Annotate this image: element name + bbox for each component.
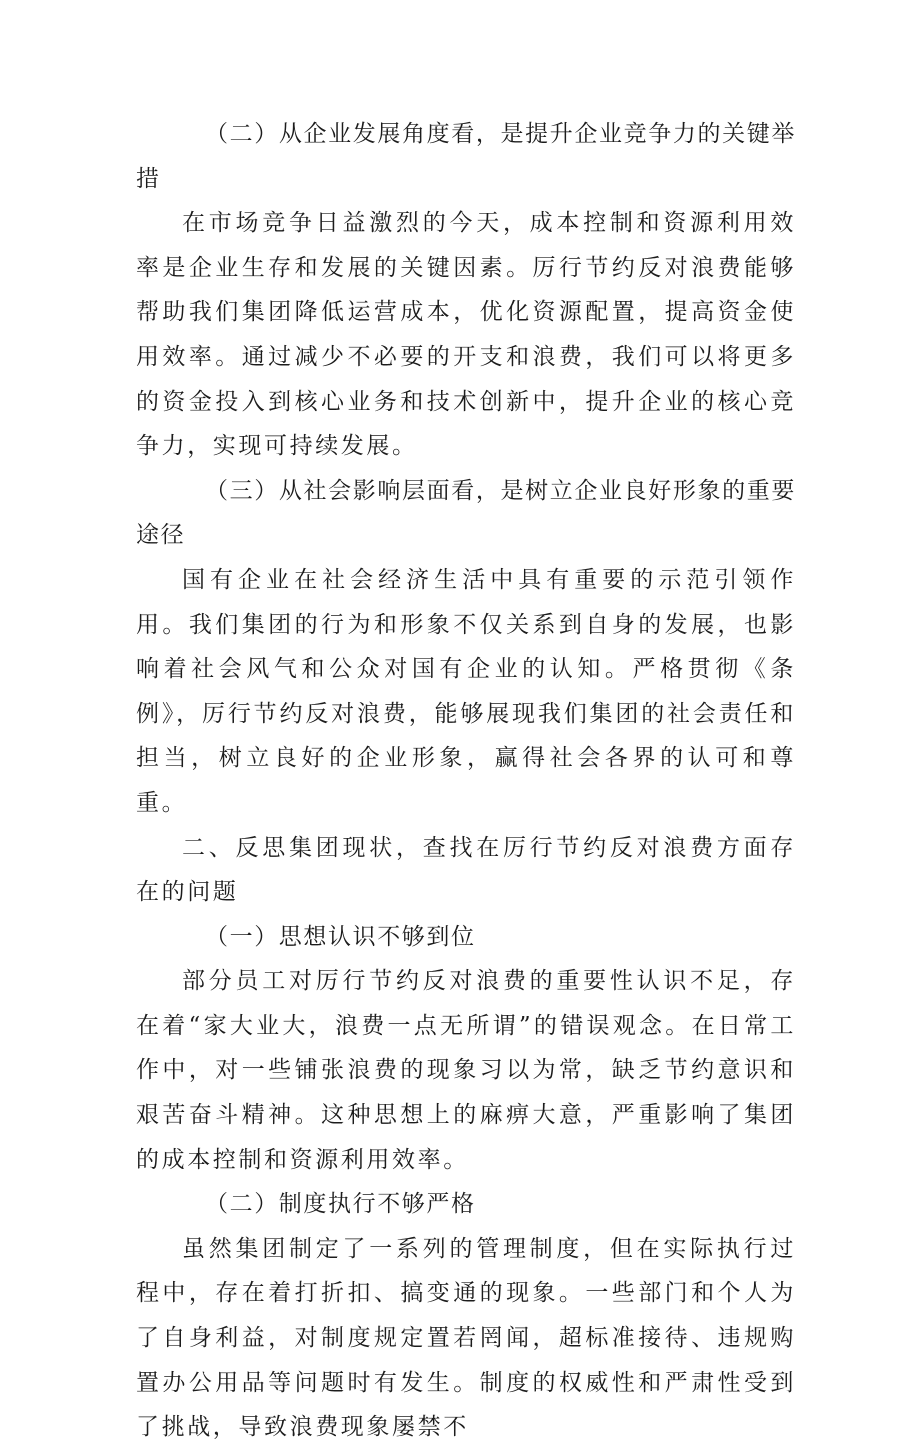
section-heading: （三）从社会影响层面看，是树立企业良好形象的重要途径 [136, 477, 796, 549]
body-paragraph: 在市场竞争日益激烈的今天，成本控制和资源利用效率是企业生存和发展的关键因素。厉行节约反对浪费能够帮助我们集团降低运营成本，优化资源配置，提高资金使用效率。通过减少不必要的开支和浪费，我们可以将更多的资金投入到核心业务和技术创新中，提升企业的核心竞争力，实现可持续发展。 [136, 210, 796, 460]
body-paragraph: 虽然集团制定了一系列的管理制度，但在实际执行过程中，存在着打折扣、搞变通的现象。一些部门和个人为了自身利益，对制度规定置若罔闻，超标准接待、违规购置办公用品等问题时有发生。制度的权威性和严肃性受到了挑战，导致浪费现象屡禁不 [136, 1235, 796, 1441]
body-paragraph: 部分员工对厉行节约反对浪费的重要性认识不足，存在着“家大业大，浪费一点无所谓”的错误观念。在日常工作中，对一些铺张浪费的现象习以为常，缺乏节约意识和艰苦奋斗精神。这种思想上的麻痹大意，严重影响了集团的成本控制和资源利用效率。 [136, 968, 796, 1173]
chapter-heading: 二、反思集团现状，查找在厉行节约反对浪费方面存在的问题 [136, 834, 796, 906]
section-heading: （二）从企业发展角度看，是提升企业竞争力的关键举措 [136, 121, 796, 192]
section-heading: （一）思想认识不够到位 [205, 923, 476, 950]
section-heading: （二）制度执行不够严格 [205, 1191, 476, 1218]
body-paragraph: 国有企业在社会经济生活中具有重要的示范引领作用。我们集团的行为和形象不仅关系到自身的发展，也影响着社会风气和公众对国有企业的认知。严格贯彻《条例》，厉行节约反对浪费，能够展现我们集团的社会责任和担当，树立良好的企业形象，赢得社会各界的认可和尊重。 [136, 566, 796, 816]
document-body [136, 112, 796, 1450]
